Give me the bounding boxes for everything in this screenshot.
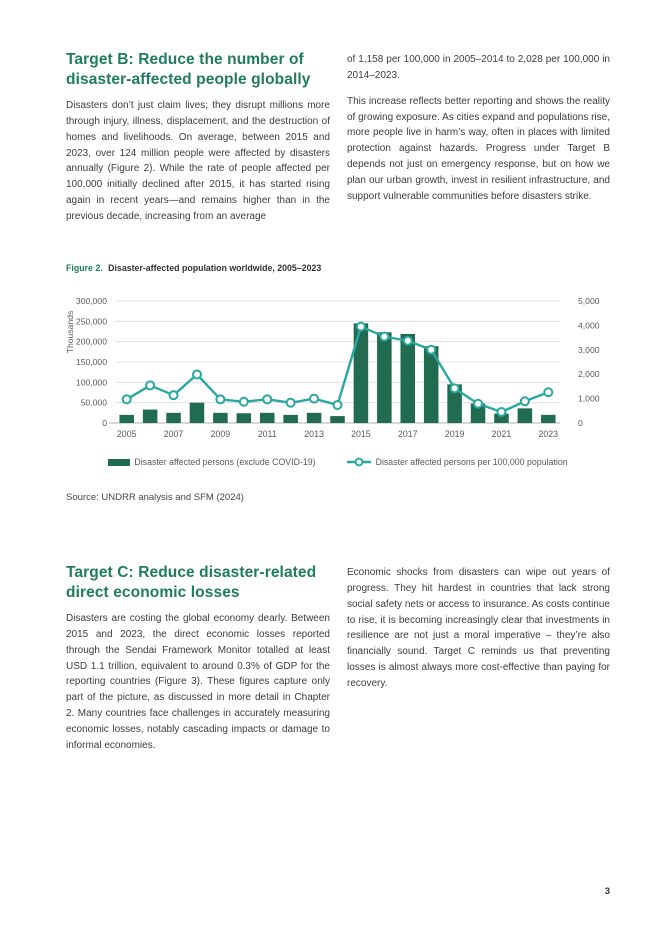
svg-text:3,000: 3,000 (578, 344, 600, 355)
target-c-paragraph-left: Disasters are costing the global economy dearly. Between 2015 and 2023, the direct economic losses reported through the Sendai Framework Monitor totalled at least USD 1.1 trillion, equivalent to around 0.3% of GDP for the reporting countries (Figure 3). These figures capture only part of the picture, as discussed in more detail in Chapter 2. Many countries face challenges in accurately measuring economic losses, notably cascading impacts or damage to informal economies. (66, 613, 330, 751)
svg-text:2019: 2019 (444, 429, 465, 439)
target-b-heading: Target B: Reduce the number of disaster-affected people globally (66, 51, 311, 88)
svg-text:Thousands: Thousands (66, 310, 75, 354)
page-number: 3 (604, 886, 610, 897)
figure-2-label: Figure 2. (66, 263, 103, 273)
svg-text:2,000: 2,000 (578, 369, 600, 380)
target-b-right-column (347, 50, 610, 235)
figure-2-source: Source: UNDRR analysis and SFM (2024) (66, 492, 244, 503)
svg-text:2009: 2009 (210, 429, 231, 439)
svg-text:300,000: 300,000 (75, 296, 107, 306)
target-c-section (66, 563, 610, 764)
target-c-paragraph-right: Economic shocks from disasters can wipe out years of progress. They hit hardest in countries that lack strong social safety nets or access to insurance. As costs continue to rise, it is becoming increasingly clear that investments in resilience are not just a moral imperative – they’re also financially sound. Target C reminds us that preventing losses is almost always more cost-effective than paying for recovery. (347, 567, 610, 689)
svg-text:2023: 2023 (538, 429, 559, 439)
svg-text:1,000: 1,000 (578, 393, 600, 404)
svg-text:2013: 2013 (304, 429, 324, 439)
bar-series-swatch (108, 459, 130, 466)
legend-label-line: Disaster affected persons per 100,000 population (375, 457, 568, 467)
target-b-paragraph-right-1: of 1,158 per 100,000 in 2005–2014 to 2,028 per 100,000 in 2014–2023. (347, 54, 610, 81)
target-c-left-column (66, 563, 330, 764)
chart-legend (66, 455, 610, 469)
target-b-section (66, 50, 610, 235)
svg-text:2005: 2005 (116, 429, 137, 439)
svg-text:2017: 2017 (397, 429, 418, 439)
svg-text:50,000: 50,000 (80, 397, 107, 408)
target-c-heading: Target C: Reduce disaster-related direct economic losses (66, 564, 317, 601)
target-c-right-column (347, 563, 610, 764)
target-b-paragraph-left: Disasters don’t just claim lives; they disrupt millions more through injury, illness, displacement, and the destruction of homes and livelihoods. On average, between 2015 and 2023, over 124 million people were affected by disasters annually (Figure 2). While the rate of people affected per 100,000 initially declined after 2015, it has started rising again in recent years—and remains higher than in the previous decade, increasing from an average (66, 100, 330, 222)
svg-text:0: 0 (102, 418, 107, 428)
svg-text:250,000: 250,000 (75, 316, 107, 327)
disaster-affected-chart (66, 290, 610, 454)
line-series-swatch (346, 457, 372, 467)
svg-text:2015: 2015 (351, 429, 371, 439)
legend-item-line (346, 457, 568, 467)
figure-2-chart (66, 290, 610, 454)
svg-text:150,000: 150,000 (75, 357, 107, 367)
figure-2-title: Disaster-affected population worldwide, 2005–2023 (108, 263, 322, 273)
svg-text:2007: 2007 (163, 429, 184, 439)
svg-text:4,000: 4,000 (578, 320, 600, 331)
svg-text:2021: 2021 (491, 429, 512, 439)
svg-text:100,000: 100,000 (75, 377, 107, 388)
svg-text:0: 0 (578, 418, 583, 428)
target-b-left-column (66, 50, 330, 235)
svg-text:2011: 2011 (257, 429, 277, 439)
legend-label-bars: Disaster affected persons (exclude COVID-19) (134, 457, 316, 467)
figure-2-caption (66, 263, 321, 273)
target-b-paragraph-right-2: This increase reflects better reporting and shows the reality of growing exposure. As cities expand and populations rise, more people live in harm’s way, often in places with limited protection against hazards. Progress under Target B depends not just on emergency response, but on how we plan our urban growth, invest in resilient infrastructure, and support vulnerable communities before disasters strike. (347, 95, 610, 202)
svg-text:5,000: 5,000 (578, 296, 600, 306)
legend-item-bars (108, 457, 315, 467)
svg-text:200,000: 200,000 (75, 336, 107, 347)
